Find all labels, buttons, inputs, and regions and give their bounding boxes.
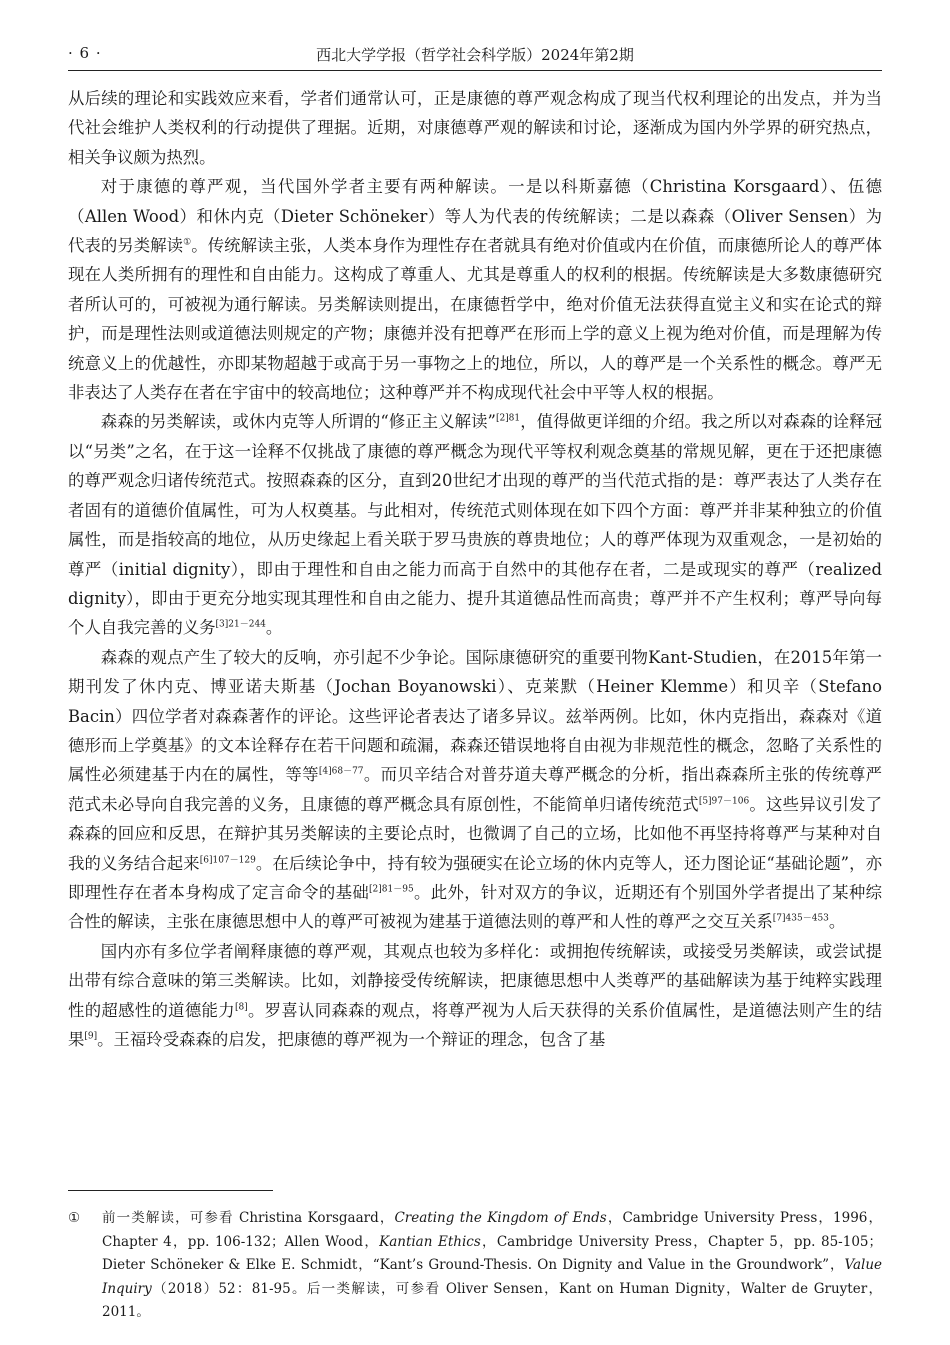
journal-name: Value Inquiry xyxy=(102,1257,882,1297)
journal-title: 西北大学学报（哲学社会科学版）2024年第2期 xyxy=(316,46,634,64)
citation-ref[interactable]: [7]435－453 xyxy=(772,913,829,924)
paragraph-text: 森森的另类解读，或休内克等人所谓的“修正主义解读” xyxy=(100,412,496,432)
paragraph-text: 。此外，针对双方的争议，近期还有个别国外学者提出了某种综合性的解读，主张在康德思想中人的尊严可被视为建基于道德法则的尊严和人性的尊严之交互关系 xyxy=(68,882,882,932)
paragraph-text: 。 xyxy=(828,912,846,932)
citation-ref[interactable]: [8] xyxy=(234,1001,248,1012)
footnote-segment: ，Cambridge University Press，Chapter 5，pp. 85-105；Dieter Schöneker & Elke E. Schmidt，“Kant’s Ground-Thesis. On Dignity and Value in the Groundwork”， xyxy=(102,1233,882,1273)
paragraph-text: 。而贝辛结合对普芬道夫尊严概念的分析，指出森森所主张的传统尊严范式未必导向自我完善的义务，且康德的尊严概念具有原创性，不能简单归诸传统范式 xyxy=(68,765,883,814)
footnote-marker: ① xyxy=(68,1210,81,1226)
citation-ref[interactable]: [5]97－106 xyxy=(698,796,750,806)
paragraph-text: 。罗喜认同森森的观点，将尊严视为人后天获得的关系价值属性，是道德法则产生的结果 xyxy=(68,1000,883,1049)
paragraph-1 xyxy=(68,84,882,172)
book-title: Kantian Ethics xyxy=(379,1233,481,1250)
citation-ref[interactable]: [2]81 xyxy=(495,413,521,424)
footnote-text xyxy=(102,1207,882,1325)
paragraph-text: ，值得做更详细的介绍。我之所以对森森的诠释冠以“另类”之名，在于这一诠释不仅挑战了康德的尊严概念为现代平等权利观念奠基的常规见解，更在于还把康德的尊严观念归诸传统范式。按照森森的区分，直到20世纪才出现的尊严的当代范式指的是：尊严表达了人类存在者固有的道德价值属性，可为人权奠基。与此相对，传统范式则体现在如下四个方面：尊严并非某种独立的价值属性，而是指较高的地位，从历史缘起上看关联于罗马贵族的尊贵地位；人的尊严体现为双重观念，一是初始的尊严（initial dignity），即由于理性和自由之能力而高于自然中的其他存在者，二是或现实的尊严（realized dignity），即由于更充分地实现其理性和自由之能力、提升其道德品性而高贵；尊严并不产生权利；尊严导向每个人自我完善的义务 xyxy=(68,412,883,638)
paragraph-text: 。这些异议引发了森森的回应和反思，在辩护其另类解读的主要论点时，也微调了自己的立场，比如他不再坚持将尊严与某种对自我的义务结合起来 xyxy=(68,794,883,873)
running-header xyxy=(68,40,882,71)
paragraph-text: 。传统解读主张，人类本身作为理性存在者就具有绝对价值或内在价值，而康德所论人的尊严体现在人类所拥有的理性和自由能力。这构成了尊重人、尤其是尊重人的权利的根据。传统解读是大多数康德研究者所认可的，可被视为通行解读。另类解读则提出，在康德哲学中，绝对价值无法获得直觉主义和实在论式的辩护，而是理性法则或道德法则规定的产物；康德并没有把尊严在形而上学的意义上视为绝对价值，而是理解为传统意义上的优越性，亦即某物超越于或高于另一事物之上的地位，所以，人的尊严是一个关系性的概念。尊严无非表达了人类存在者在宇宙中的较高地位；这种尊严并不构成现代社会中平等人权的根据。 xyxy=(68,236,883,403)
paragraph-text: 。在后续论争中，持有较为强硬实在论立场的休内克等人，还力图论证“基础论题”，亦即理性存在者本身构成了定言命令的基础 xyxy=(68,853,882,902)
citation-ref[interactable]: [2]81－95 xyxy=(369,884,414,895)
paragraph-text: 。 xyxy=(265,618,283,638)
footnote-segment: （2018）52：81-95。后一类解读，可参看 Oliver Sensen，Kant on Human Dignity，Walter de Gruyter，2011。 xyxy=(102,1280,882,1320)
paragraph-text: 。王福玲受森森的启发，把康德的尊严视为一个辩证的理念，包含了基 xyxy=(97,1030,606,1049)
citation-ref[interactable]: [9] xyxy=(84,1031,98,1042)
footnote-segment: ，Cambridge University Press，1996，Chapter 4，pp. 106-132；Allen Wood， xyxy=(102,1210,883,1250)
paragraph-text: 森森的观点产生了较大的反响，亦引起不少争论。国际康德研究的重要刊物Kant-Studien，在2015年第一期刊发了休内克、博亚诺夫斯基（Jochan Boyanowski）、克莱默（Heiner Klemme）和贝辛（Stefano Bacin）四位学者对森森著作的评论。这些评论者表达了诸多异议。兹举两例。比如，休内克指出，森森对《道德形而上学奠基》的文本诠释存在若干问题和疏漏，森森还错误地将自由视为非规范性的概念，忽略了关系性的属性必须建基于内在的属性，等等 xyxy=(68,647,882,785)
footnote-1 xyxy=(68,1207,882,1325)
paragraph-4 xyxy=(68,643,882,937)
paragraph-text: 从后续的理论和实践效应来看，学者们通常认可，正是康德的尊严观念构成了现当代权利理论的出发点，并为当代社会维护人类权利的行动提供了理据。近期，对康德尊严观的解读和讨论，逐渐成为国内外学界的研究热点，相关争议颇为热烈。 xyxy=(68,89,882,167)
paragraph-text: 国内亦有多位学者阐释康德的尊严观，其观点也较为多样化：或拥抱传统解读，或接受另类解读，或尝试提出带有综合意味的第三类解读。比如，刘静接受传统解读，把康德思想中人类尊严的基础解读为基于纯粹实践理性的超感性的道德能力 xyxy=(68,941,882,1020)
paragraph-text: 对于康德的尊严观，当代国外学者主要有两种解读。一是以科斯嘉德（Christina Korsgaard）、伍德（Allen Wood）和休内克（Dieter Schöneker）等人为代表的传统解读；二是以森森（Oliver Sensen）为代表的另类解读 xyxy=(68,177,882,256)
book-title: Creating the Kingdom of Ends xyxy=(394,1210,607,1226)
page-number: · 6 · xyxy=(68,44,102,62)
footnote-ref-1[interactable]: ① xyxy=(183,237,192,248)
footnote-divider xyxy=(68,1190,273,1191)
footnote-segment: 前一类解读，可参看 Christina Korsgaard， xyxy=(102,1210,395,1226)
citation-ref[interactable]: [6]107－129 xyxy=(199,854,256,865)
paragraph-3 xyxy=(68,407,882,642)
article-body xyxy=(68,84,882,1054)
paragraph-2 xyxy=(68,172,882,407)
citation-ref[interactable]: [3]21－244 xyxy=(215,619,266,630)
citation-ref[interactable]: [4]68－77 xyxy=(318,766,364,777)
paragraph-5 xyxy=(68,937,882,1055)
